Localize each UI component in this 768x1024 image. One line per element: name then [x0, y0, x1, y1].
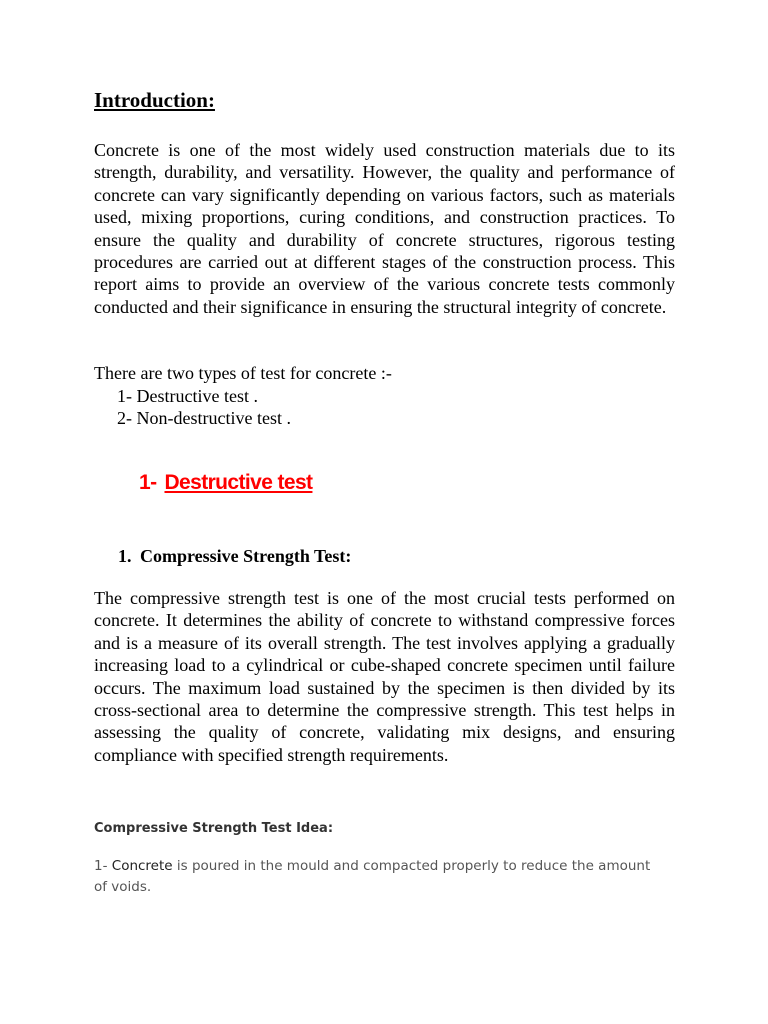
- test-idea-heading: Compressive Strength Test Idea:: [94, 821, 334, 836]
- compressive-strength-heading: [118, 546, 351, 567]
- test-type-item-non-destructive: 2- Non-destructive test .: [117, 408, 291, 428]
- test-idea-step-1: [94, 856, 654, 897]
- test-types-intro: There are two types of test for concrete :-: [94, 363, 392, 383]
- section-title: Destructive test: [164, 471, 313, 494]
- section-number: 1-: [139, 471, 157, 494]
- step-prefix: 1-: [94, 858, 112, 874]
- step-text: is poured in the mould and compacted properly to reduce the amount of voids.: [94, 858, 651, 895]
- subsection-number: 1.: [118, 546, 132, 566]
- introduction-heading: Introduction:: [94, 88, 215, 112]
- compressive-strength-paragraph: The compressive strength test is one of the most crucial tests performed on concrete. It determines the ability of concrete to withstand compressive forces and is a measure of its overall strength. The test involves applying a gradually increasing load to a cylindrical or cube-shaped concrete specimen until failure occurs. The maximum load sustained by the specimen is then divided by its cross-sectional area to determine the compressive strength. This test helps in assessing the quality of concrete, validating mix designs, and ensuring compliance with specified strength requirements.: [94, 588, 675, 765]
- step-keyword: Concrete: [111, 858, 173, 874]
- destructive-test-heading: [139, 471, 312, 495]
- introduction-paragraph: Concrete is one of the most widely used construction materials due to its strength, durability, and versatility. However, the quality and performance of concrete can vary significantly depending on various factors, such as materials used, mixing proportions, curing conditions, and construction practices. To ensure the quality and durability of concrete structures, rigorous testing procedures are carried out at different stages of the construction process. This report aims to provide an overview of the various concrete tests commonly conducted and their significance in ensuring the structural integrity of concrete.: [94, 140, 675, 317]
- test-type-item-destructive: 1- Destructive test .: [117, 386, 258, 406]
- subsection-title: Compressive Strength Test:: [140, 546, 352, 566]
